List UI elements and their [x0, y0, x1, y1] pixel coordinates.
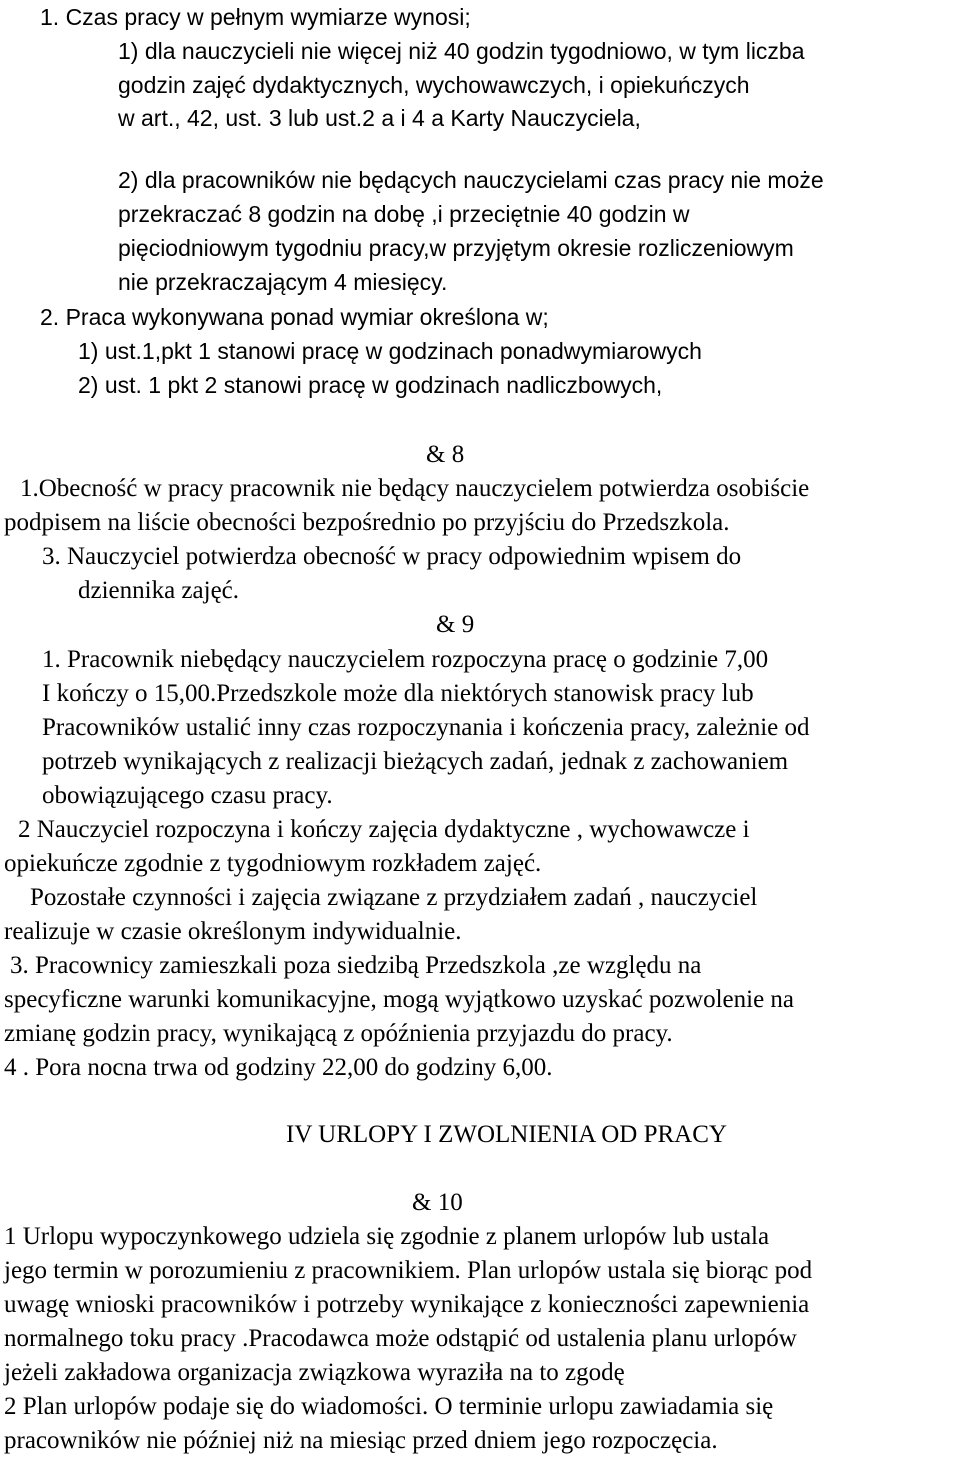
item2-title: 2. Praca wykonywana ponad wymiar określona w;	[40, 304, 549, 330]
section-9-p1-line1: 1. Pracownik niebędący nauczycielem rozpoczyna pracę o godzinie 7,00	[42, 646, 769, 673]
section-9-p3-line2: specyficzne warunki komunikacyjne, mogą wyjątkowo uzyskać pozwolenie na	[4, 986, 795, 1013]
item1-sub1-line1: 1) dla nauczycieli nie więcej niż 40 godzin tygodniowo, w tym liczba	[118, 38, 805, 64]
item2-sub1: 1) ust.1,pkt 1 stanowi pracę w godzinach ponadwymiarowych	[78, 338, 702, 364]
section-9-p2b-line2: realizuje w czasie określonym indywidualnie.	[4, 918, 462, 945]
section-9-p3-line1: 3. Pracownicy zamieszkali poza siedzibą Przedszkola ,ze względu na	[10, 952, 702, 979]
section-9-heading: & 9	[436, 611, 475, 638]
section-10-p2-line2: pracowników nie później niż na miesiąc przed dniem jego rozpoczęcia.	[4, 1427, 718, 1454]
section-8-p3-line1: 3. Nauczyciel potwierdza obecność w pracy odpowiednim wpisem do	[42, 543, 742, 570]
section-9-p2-line2: opiekuńcze zgodnie z tygodniowym rozkładem zajęć.	[4, 850, 542, 877]
section-8-p3-line2: dziennika zajęć.	[78, 577, 240, 604]
section-9-p2-line1: 2 Nauczyciel rozpoczyna i kończy zajęcia dydaktyczne , wychowawcze i	[18, 816, 750, 843]
item2-sub2: 2) ust. 1 pkt 2 stanowi pracę w godzinach nadliczbowych,	[78, 372, 663, 398]
section-10-p1-line1: 1 Urlopu wypoczynkowego udziela się zgodnie z planem urlopów lub ustala	[4, 1223, 770, 1250]
section-9-p1-line3: Pracowników ustalić inny czas rozpoczynania i kończenia pracy, zależnie od	[42, 714, 810, 741]
item1-sub2-line2: przekraczać 8 godzin na dobę ,i przeciętnie 40 godzin w	[118, 201, 690, 227]
item1-sub2-line4: nie przekraczającym 4 miesięcy.	[118, 269, 448, 295]
section-10-p1-line2: jego termin w porozumieniu z pracownikiem. Plan urlopów ustala się biorąc pod	[4, 1257, 813, 1284]
item1-title: 1. Czas pracy w pełnym wymiarze wynosi;	[40, 4, 471, 30]
item1-sub2-line3: pięciodniowym tygodniu pracy,w przyjętym okresie rozliczeniowym	[118, 235, 794, 261]
chapter-iv-heading: IV URLOPY I ZWOLNIENIA OD PRACY	[286, 1121, 727, 1148]
section-10-p1-line5: jeżeli zakładowa organizacja związkowa wyraziła na to zgodę	[4, 1359, 625, 1386]
section-9-p1-line5: obowiązującego czasu pracy.	[42, 782, 333, 809]
section-10-heading: & 10	[412, 1189, 463, 1216]
section-9-p1-line2: I kończy o 15,00.Przedszkole może dla niektórych stanowisk pracy lub	[42, 680, 754, 707]
section-10-p1-line3: uwagę wnioski pracowników i potrzeby wynikające z konieczności zapewnienia	[4, 1291, 810, 1318]
section-8-p1-line2: podpisem na liście obecności bezpośrednio po przyjściu do Przedszkola.	[4, 509, 730, 536]
item1-sub1-line2: godzin zajęć dydaktycznych, wychowawczych, i opiekuńczych	[118, 72, 750, 98]
section-8-heading: & 8	[426, 441, 465, 468]
section-10-p2-line1: 2 Plan urlopów podaje się do wiadomości. O terminie urlopu zawiadamia się	[4, 1393, 774, 1420]
section-9-p4: 4 . Pora nocna trwa od godziny 22,00 do godziny 6,00.	[4, 1054, 553, 1081]
section-10-p1-line4: normalnego toku pracy .Pracodawca może odstąpić od ustalenia planu urlopów	[4, 1325, 797, 1352]
item1-sub1-line3: w art., 42, ust. 3 lub ust.2 a i 4 a Karty Nauczyciela,	[118, 105, 641, 131]
item1-sub2-line1: 2) dla pracowników nie będących nauczycielami czas pracy nie może	[118, 167, 824, 193]
section-8-p1-line1: 1.Obecność w pracy pracownik nie będący nauczycielem potwierdza osobiście	[20, 475, 810, 502]
section-9-p2b-line1: Pozostałe czynności i zajęcia związane z przydziałem zadań , nauczyciel	[30, 884, 758, 911]
section-9-p1-line4: potrzeb wynikających z realizacji bieżących zadań, jednak z zachowaniem	[42, 748, 789, 775]
section-9-p3-line3: zmianę godzin pracy, wynikającą z opóźnienia przyjazdu do pracy.	[4, 1020, 673, 1047]
